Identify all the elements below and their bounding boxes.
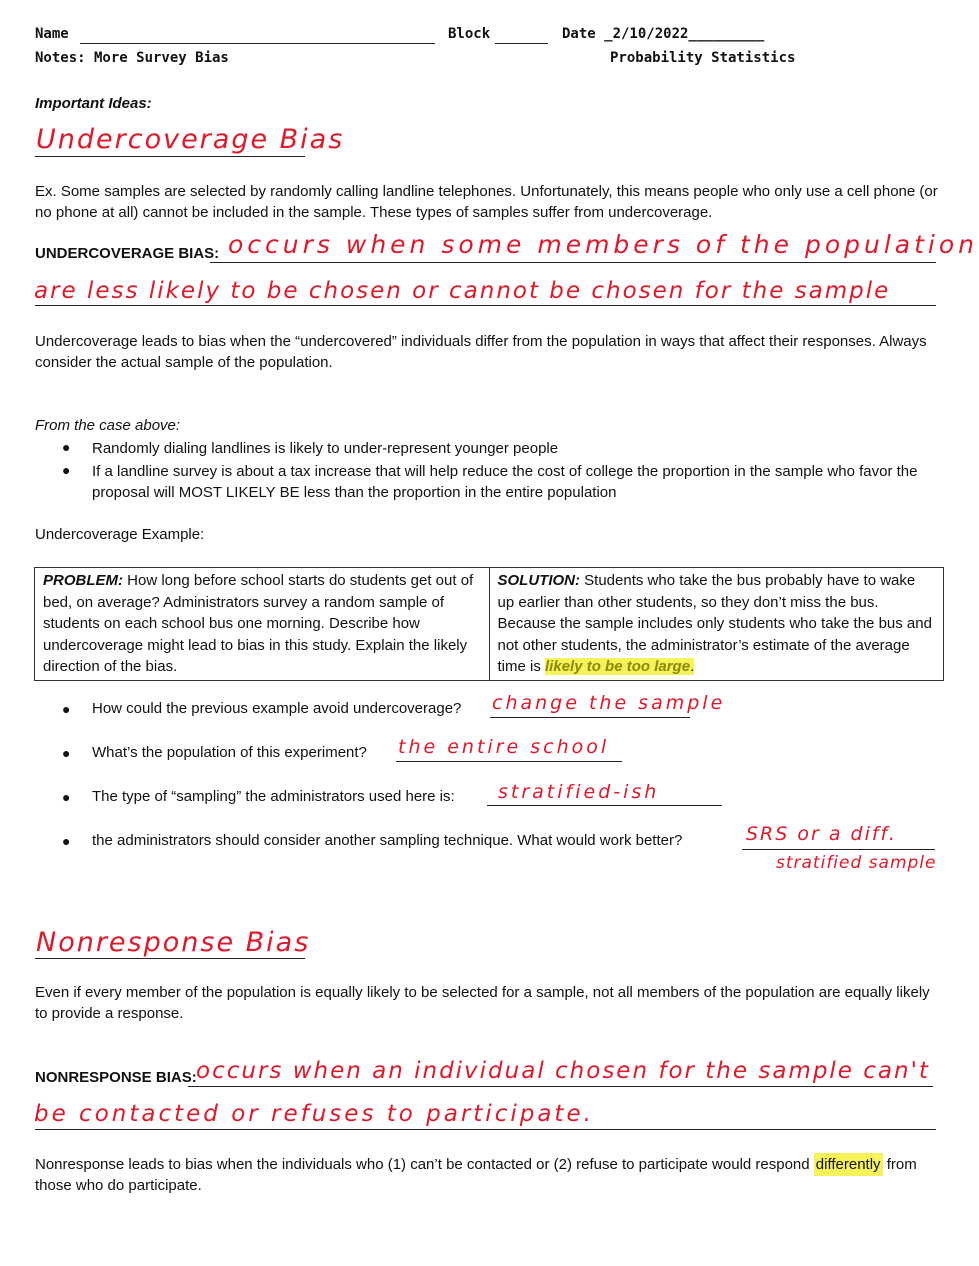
question-3: The type of “sampling” the administrators used here is: (92, 788, 455, 805)
definition-line-2 (35, 1129, 936, 1130)
undercoverage-example: Ex. Some samples are selected by randomly calling landline telephones. Unfortunately, this means people who only use a cell phone (or no phone at all) cannot be included in the sample. These types of samples suffer from undercoverage. (35, 183, 938, 221)
bullet-dot: ● (62, 789, 71, 805)
solution-cell (489, 568, 944, 681)
problem-cell (35, 568, 490, 681)
block-blank[interactable] (495, 43, 548, 44)
name-label: Name (35, 26, 69, 42)
answer-line-1 (490, 717, 690, 718)
notes-title: Notes: More Survey Bias (35, 50, 229, 66)
bullet-dot: ● (62, 833, 71, 849)
question-4: the administrators should consider another sampling technique. What would work better? (92, 832, 683, 849)
solution-label: SOLUTION: (497, 572, 580, 589)
answer-4: SRS or a diff. (746, 823, 897, 845)
nonresponse-highlight: differently (814, 1153, 883, 1176)
answer-line-2 (396, 761, 622, 762)
solution-highlight: likely to be too large (545, 658, 691, 675)
bullet-dot: ● (62, 439, 71, 455)
question-2: What’s the population of this experiment? (92, 744, 367, 761)
undercoverage-explanation: Undercoverage leads to bias when the “undercovered” individuals differ from the population in ways that affect their responses. Always consider the actual sample of the population. (35, 333, 927, 371)
nonresponse-definition-label: NONRESPONSE BIAS: (35, 1069, 197, 1086)
case-intro: From the case above: (35, 417, 181, 434)
date-label: Date _2/10/2022_________ (562, 26, 765, 42)
answer-1: change the sample (492, 692, 726, 714)
problem-label: PROBLEM: (43, 572, 123, 589)
undercoverage-definition-line2: are less likely to be chosen or cannot be chosen for the sample (34, 278, 891, 304)
heading-underline (35, 958, 305, 959)
answer-line-4 (742, 849, 935, 850)
nonresponse-explanation-end: from those who do participate. (35, 1156, 917, 1194)
nonresponse-intro: Even if every member of the population is equally likely to be selected for a sample, not all members of the population are equally likely to provide a response. (35, 984, 930, 1022)
heading-underline (35, 156, 305, 157)
solution-text: Students who take the bus probably have to wake up earlier than other students, so they don’t miss the bus. Because the sample includes only students who take the bus and not other students, the administrator’s estimate of the average time is (497, 572, 932, 675)
nonresponse-heading: Nonresponse Bias (36, 927, 311, 958)
definition-line-2 (35, 305, 936, 306)
definition-line-1 (210, 262, 936, 263)
undercoverage-example-label: Undercoverage Example: (35, 526, 205, 543)
nonresponse-explanation (35, 1154, 940, 1196)
undercoverage-definition-line1: occurs when some members of the population (228, 230, 978, 259)
answer-line-3 (487, 805, 722, 806)
nonresponse-explanation-start: Nonresponse leads to bias when the individuals who (1) can’t be contacted or (2) refuse to participate would respond (35, 1156, 810, 1173)
nonresponse-definition-line1: occurs when an individual chosen for the sample can't (196, 1058, 930, 1084)
answer-3: stratified-ish (498, 781, 660, 803)
bullet-dot: ● (62, 745, 71, 761)
important-ideas-heading: Important Ideas: (35, 95, 152, 112)
solution-end: . (690, 658, 695, 675)
name-blank[interactable] (80, 43, 435, 44)
undercoverage-heading: Undercoverage Bias (36, 124, 345, 155)
block-label: Block (448, 26, 491, 42)
answer-2: the entire school (398, 736, 610, 758)
bullet-dot: ● (62, 701, 71, 717)
undercoverage-definition-label: UNDERCOVERAGE BIAS: (35, 245, 220, 262)
course-title: Probability Statistics (610, 50, 796, 66)
bullet-dot: ● (62, 462, 71, 478)
question-1: How could the previous example avoid undercoverage? (92, 700, 462, 717)
example-table (34, 567, 944, 681)
problem-text: How long before school starts do students get out of bed, on average? Administrators survey a random sample of students on each school bus one morning. Describe how undercoverage might lead to bias in this study. Explain the likely direction of the bias. (43, 572, 474, 675)
definition-line-1 (188, 1086, 933, 1087)
answer-4-continued: stratified sample (776, 853, 937, 873)
case-bullet-2: If a landline survey is about a tax increase that will help reduce the cost of college the proportion in the sample who favor the proposal will MOST LIKELY BE less than the proportion in the entire population (92, 463, 918, 501)
case-bullet-1: Randomly dialing landlines is likely to under-represent younger people (92, 440, 559, 457)
nonresponse-definition-line2: be contacted or refuses to participate. (34, 1101, 594, 1127)
